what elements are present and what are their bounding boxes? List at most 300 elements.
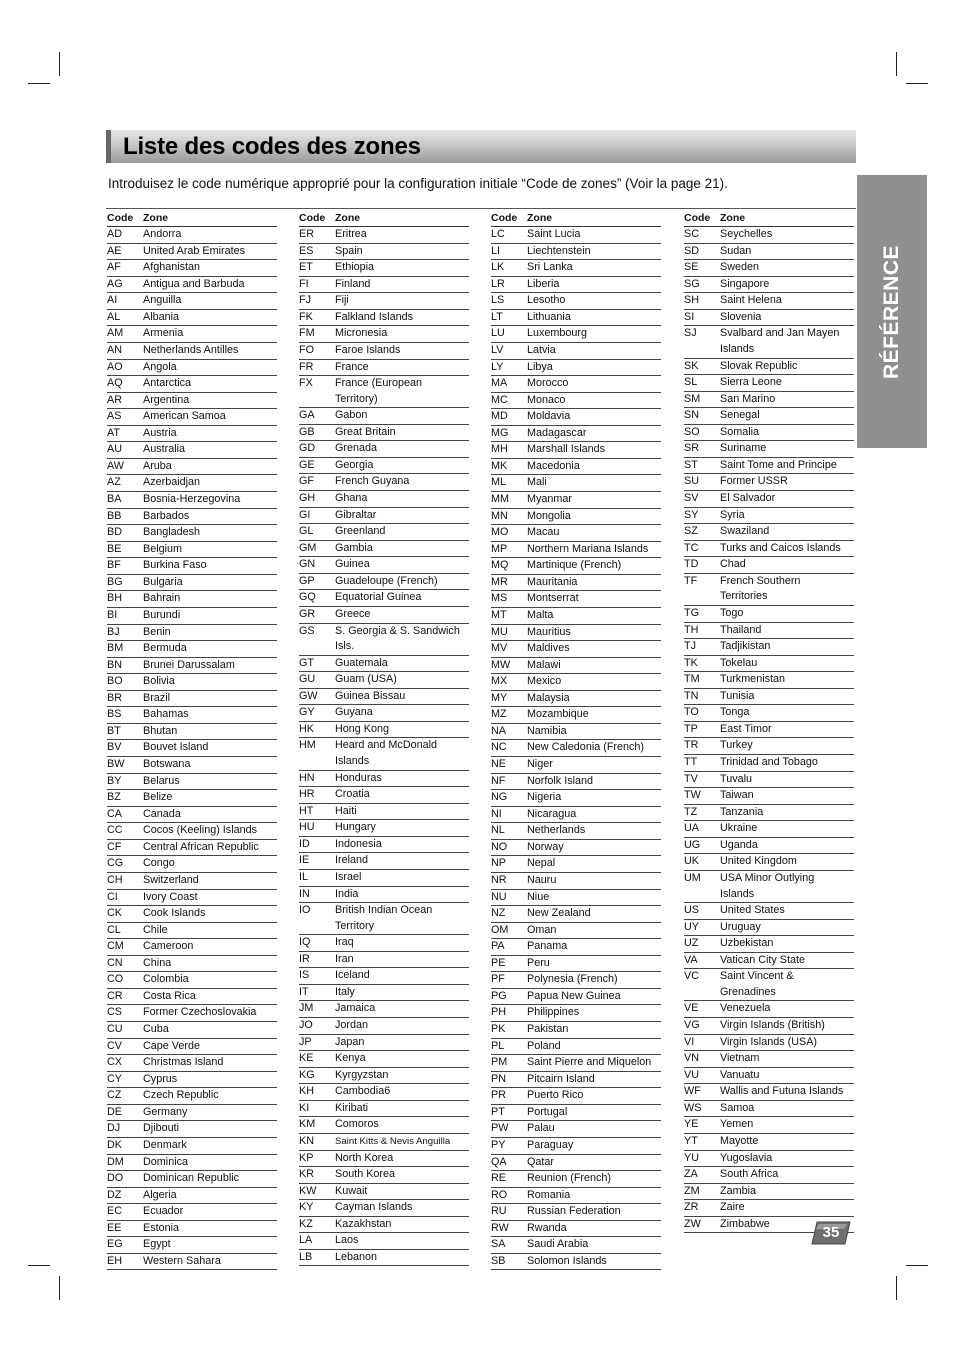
table-row — [491, 774, 661, 791]
table-row — [491, 260, 661, 277]
zone-name: Rwanda — [527, 1221, 567, 1234]
zone-code: GF — [299, 475, 314, 488]
table-row — [491, 608, 661, 625]
table-row — [299, 903, 469, 935]
zone-code: ST — [684, 458, 698, 471]
zone-code: GT — [299, 656, 314, 669]
zone-code: IE — [299, 854, 310, 867]
zone-name: Denmark — [143, 1138, 187, 1151]
table-row — [684, 738, 854, 755]
zone-code: LC — [491, 228, 505, 240]
zone-code: FM — [299, 327, 315, 340]
table-row — [107, 509, 277, 526]
zone-code: NA — [491, 724, 506, 737]
zone-name: Christmas Island — [143, 1056, 224, 1069]
zone-code: SZ — [684, 525, 698, 538]
zone-name: Burkina Faso — [143, 559, 207, 572]
table-row — [491, 310, 661, 327]
zone-code: KP — [299, 1151, 314, 1164]
zone-code: LB — [299, 1250, 313, 1263]
zone-code: GQ — [299, 591, 316, 604]
zone-code: AR — [107, 393, 122, 406]
zone-code: PN — [491, 1072, 506, 1085]
zone-name: Paraguay — [527, 1138, 574, 1151]
zone-name: Burundi — [143, 608, 181, 621]
zone-code: CF — [107, 840, 122, 853]
table-row — [684, 1101, 854, 1118]
table-row — [491, 890, 661, 907]
zone-code: IQ — [299, 936, 311, 949]
zone-name: French Southern Territories — [720, 574, 801, 603]
zone-name: Latvia — [527, 343, 556, 356]
table-row — [107, 856, 277, 873]
zone-name: Northern Mariana Islands — [527, 542, 649, 555]
table-row — [299, 1001, 469, 1018]
zone-name: Former Czechoslovakia — [143, 1006, 257, 1019]
zone-name: French Guyana — [335, 475, 410, 488]
table-row — [107, 1171, 277, 1188]
table-row — [107, 393, 277, 410]
zone-name: Virgin Islands (USA) — [720, 1035, 818, 1048]
zone-name: Kyrgyzstan — [335, 1068, 389, 1081]
zone-name: Guinea Bissau — [335, 689, 406, 702]
zone-name: Iran — [335, 952, 354, 965]
zone-name: Myanmar — [527, 493, 572, 505]
zone-name: Finland — [335, 277, 371, 290]
zone-code: SE — [684, 261, 699, 274]
table-row — [684, 1151, 854, 1168]
zone-code: WF — [684, 1085, 701, 1098]
zone-code: PY — [491, 1138, 506, 1151]
table-row — [299, 624, 469, 656]
table-row — [684, 1200, 854, 1217]
table-row — [107, 1221, 277, 1238]
zone-name: East Timor — [720, 722, 772, 735]
zone-name: Cocos (Keeling) Islands — [143, 824, 258, 837]
zone-header: Zone — [143, 212, 169, 224]
zone-code: JP — [299, 1035, 312, 1048]
zone-code: CU — [107, 1023, 123, 1035]
table-row — [299, 887, 469, 904]
zone-name: Philippines — [527, 1006, 580, 1019]
zone-name: Montserrat — [527, 592, 579, 605]
zone-code: GM — [299, 541, 317, 554]
zone-name: Ethiopia — [335, 261, 375, 274]
zone-name: Singapore — [720, 277, 770, 290]
page-title: Liste des codes des zones — [123, 133, 421, 160]
zone-code: AQ — [107, 377, 123, 390]
zone-code: TJ — [684, 640, 696, 653]
table-row — [107, 525, 277, 542]
crop-mark — [906, 83, 928, 84]
zone-name: Antarctica — [143, 377, 192, 390]
table-row — [107, 326, 277, 343]
zone-name: Trinidad and Tobago — [720, 756, 818, 768]
table-row — [107, 939, 277, 956]
zone-code: PK — [491, 1023, 506, 1035]
table-row — [491, 956, 661, 973]
table-row — [491, 1254, 661, 1271]
table-row — [107, 608, 277, 625]
zone-name: Qatar — [527, 1155, 555, 1168]
zone-name: United Arab Emirates — [143, 244, 246, 257]
table-row — [491, 674, 661, 691]
table-row — [491, 1155, 661, 1172]
table-row — [491, 343, 661, 360]
zone-code: UA — [684, 822, 699, 835]
zone-name: Guinea — [335, 558, 370, 571]
code-header: Code — [684, 212, 711, 224]
zone-code: SV — [684, 492, 699, 504]
zone-code: TD — [684, 558, 699, 571]
zone-code: ER — [299, 228, 314, 240]
table-row — [491, 591, 661, 608]
zone-name: Belarus — [143, 774, 180, 787]
zone-code: YT — [684, 1134, 698, 1147]
zone-code: TM — [684, 673, 700, 686]
zone-name: France — [335, 360, 369, 373]
zone-code: BD — [107, 526, 122, 539]
title-bar — [106, 130, 856, 163]
zone-name: Gibraltar — [335, 508, 377, 521]
zone-name: Guatemala — [335, 656, 388, 669]
zone-code: LU — [491, 327, 505, 340]
table-row — [491, 509, 661, 526]
zone-code: SN — [684, 409, 699, 422]
zone-code: DK — [107, 1138, 122, 1151]
zone-code: AE — [107, 244, 122, 257]
table-row — [684, 1001, 854, 1018]
table-row — [491, 426, 661, 443]
zone-name: Guadeloupe (French) — [335, 574, 438, 587]
code-column-4 — [684, 211, 854, 1233]
table-row — [684, 541, 854, 558]
table-row — [684, 672, 854, 689]
zone-name: Virgin Islands (British) — [720, 1019, 825, 1031]
table-row — [299, 1134, 469, 1151]
zone-name: Saint Pierre and Miquelon — [527, 1056, 652, 1069]
zone-code: SU — [684, 475, 699, 488]
zone-code: ZW — [684, 1217, 701, 1230]
zone-name: Saint Lucia — [527, 228, 581, 240]
table-row — [684, 408, 854, 425]
zone-code: CX — [107, 1056, 122, 1069]
zone-code: HT — [299, 804, 314, 817]
zone-code: PL — [491, 1039, 505, 1052]
zone-name: Croatia — [335, 788, 370, 801]
table-row — [107, 1254, 277, 1271]
table-row — [107, 360, 277, 377]
table-row — [107, 658, 277, 675]
table-row — [491, 840, 661, 857]
zone-name: Mauritius — [527, 625, 571, 638]
table-row — [684, 936, 854, 953]
table-row — [491, 525, 661, 542]
table-row — [491, 326, 661, 343]
table-row — [684, 920, 854, 937]
zone-name: Macau — [527, 526, 560, 539]
zone-name: Eritrea — [335, 228, 367, 240]
zone-code: TV — [684, 772, 698, 785]
zone-name: Saint Helena — [720, 294, 782, 307]
table-row — [491, 575, 661, 592]
zone-code: IS — [299, 969, 310, 982]
code-header: Code — [491, 212, 518, 224]
table-header — [299, 211, 469, 227]
table-row — [107, 890, 277, 907]
zone-name: Vietnam — [720, 1052, 760, 1065]
table-row — [684, 1184, 854, 1201]
zone-code: EC — [107, 1205, 122, 1218]
zone-name: San Marino — [720, 392, 776, 405]
table-row — [299, 376, 469, 408]
table-row — [491, 1171, 661, 1188]
zone-name: El Salvador — [720, 492, 776, 504]
zone-code: TO — [684, 706, 699, 719]
table-row — [107, 1188, 277, 1205]
table-row — [299, 656, 469, 673]
zone-name: Azerbaidjan — [143, 476, 201, 489]
table-row — [299, 820, 469, 837]
zone-code: DO — [107, 1172, 124, 1185]
table-row — [684, 903, 854, 920]
zone-code: CK — [107, 907, 122, 920]
zone-code: NE — [491, 758, 506, 770]
zone-name: France (European Territory) — [335, 377, 423, 405]
zone-name: Malta — [527, 608, 554, 621]
zone-code: KM — [299, 1118, 316, 1131]
zone-code: PE — [491, 956, 506, 969]
table-row — [299, 590, 469, 607]
zone-name: Cuba — [143, 1023, 169, 1035]
table-row — [684, 458, 854, 475]
zone-code: TR — [684, 739, 699, 752]
zone-code: AN — [107, 343, 122, 356]
zone-name: Sierra Leone — [720, 376, 782, 389]
zone-code: PA — [491, 940, 505, 953]
zone-code: KZ — [299, 1217, 313, 1230]
zone-name: Ivory Coast — [143, 890, 198, 903]
zone-code: KW — [299, 1184, 317, 1197]
zone-name: Botswana — [143, 758, 191, 770]
zone-code: DE — [107, 1105, 122, 1118]
zone-name: Mayotte — [720, 1134, 759, 1147]
table-row — [684, 1068, 854, 1085]
table-row — [299, 1200, 469, 1217]
zone-code: WS — [684, 1101, 702, 1114]
table-row — [684, 722, 854, 739]
zone-code: NI — [491, 807, 502, 820]
zone-name: Papua New Guinea — [527, 989, 621, 1002]
zone-name: Kenya — [335, 1052, 366, 1065]
table-top-rule — [106, 208, 856, 209]
zone-name: Turkmenistan — [720, 673, 786, 686]
zone-code: TW — [684, 789, 701, 802]
zone-name: Puerto Rico — [527, 1089, 584, 1102]
crop-mark — [896, 1276, 897, 1300]
zone-name: Spain — [335, 244, 363, 257]
zone-code: CV — [107, 1039, 122, 1052]
table-row — [684, 425, 854, 442]
zone-code: AZ — [107, 476, 121, 489]
table-row — [107, 873, 277, 890]
zone-name: Saint Tome and Principe — [720, 458, 837, 471]
table-row — [491, 939, 661, 956]
zone-code: NO — [491, 840, 508, 853]
zone-name: Mozambique — [527, 708, 589, 721]
table-row — [107, 409, 277, 426]
table-row — [299, 689, 469, 706]
zone-name: Venezuela — [720, 1002, 771, 1015]
table-row — [299, 1250, 469, 1267]
zone-code: GA — [299, 409, 315, 422]
zone-name: Bosnia-Herzegovina — [143, 493, 241, 505]
zone-code: HN — [299, 771, 315, 784]
zone-name: Bangladesh — [143, 526, 201, 539]
table-row — [299, 738, 469, 770]
zone-code: LR — [491, 277, 505, 290]
zone-code: GU — [299, 673, 316, 686]
zone-code: LI — [491, 244, 501, 257]
table-header — [107, 211, 277, 227]
table-row — [491, 740, 661, 757]
zone-name: Algeria — [143, 1188, 177, 1201]
zone-name: Aruba — [143, 459, 172, 472]
zone-code: HM — [299, 739, 316, 752]
zone-code: VA — [684, 953, 698, 966]
zone-name: Svalbard and Jan Mayen Islands — [720, 327, 840, 355]
zone-name: Italy — [335, 985, 355, 998]
table-row — [491, 409, 661, 426]
zone-code: CN — [107, 956, 123, 969]
zone-code: GI — [299, 508, 311, 521]
zone-name: Sudan — [720, 244, 752, 257]
table-row — [299, 474, 469, 491]
zone-code: SH — [684, 294, 699, 307]
zone-code: AI — [107, 294, 118, 307]
zone-code: SO — [684, 425, 700, 438]
zone-name: Jordan — [335, 1019, 369, 1031]
zone-name: Samoa — [720, 1101, 755, 1114]
zone-code: CH — [107, 873, 123, 886]
zone-name: Mexico — [527, 675, 562, 688]
table-row — [491, 1005, 661, 1022]
zone-code: IR — [299, 952, 310, 965]
table-row — [491, 691, 661, 708]
zone-code: PR — [491, 1089, 506, 1102]
zone-name: Peru — [527, 956, 550, 969]
table-row — [107, 1155, 277, 1172]
code-column-1 — [107, 211, 277, 1270]
zone-code: SJ — [684, 327, 697, 340]
zone-code: FO — [299, 343, 314, 356]
zone-name: Cook Islands — [143, 907, 206, 920]
table-row — [107, 459, 277, 476]
zone-name: Belize — [143, 791, 173, 804]
table-row — [491, 856, 661, 873]
zone-code: KN — [299, 1134, 314, 1147]
zone-name: USA Minor Outlying Islands — [720, 871, 815, 900]
zone-name: North Korea — [335, 1151, 394, 1164]
zone-name: Nauru — [527, 873, 557, 886]
table-row — [299, 1184, 469, 1201]
zone-name: American Samoa — [143, 410, 226, 423]
zone-name: British Indian Ocean Territory — [335, 904, 433, 932]
table-row — [299, 1101, 469, 1118]
zone-name: Laos — [335, 1234, 359, 1247]
table-row — [684, 1018, 854, 1035]
zone-name: Greece — [335, 607, 371, 620]
zone-code: EH — [107, 1254, 122, 1267]
zone-name: Uruguay — [720, 920, 761, 933]
table-row — [684, 1167, 854, 1184]
table-row — [491, 293, 661, 310]
zone-code: NU — [491, 890, 507, 903]
zone-code: BA — [107, 493, 122, 505]
zone-name: Uzbekistan — [720, 937, 774, 950]
table-row — [107, 674, 277, 691]
zone-code: VU — [684, 1068, 699, 1081]
zone-code: VC — [684, 970, 699, 983]
zone-code: ML — [491, 476, 506, 489]
zone-name: Heard and McDonald Islands — [335, 739, 438, 767]
zone-code: VI — [684, 1035, 695, 1048]
table-row — [299, 1233, 469, 1250]
zone-name: Great Britain — [335, 425, 396, 438]
crop-mark — [59, 52, 60, 76]
zone-name: Netherlands — [527, 824, 586, 837]
zone-code: CA — [107, 807, 122, 820]
zone-code: KR — [299, 1168, 314, 1181]
page-number: 35 — [822, 1224, 840, 1241]
zone-code: CS — [107, 1006, 122, 1019]
table-row — [299, 524, 469, 541]
table-row — [107, 558, 277, 575]
zone-code: GW — [299, 689, 318, 702]
zone-name: Jamaica — [335, 1002, 376, 1015]
table-row — [684, 821, 854, 838]
zone-code: PT — [491, 1105, 505, 1118]
zone-code: LT — [491, 310, 503, 323]
table-row — [107, 1055, 277, 1072]
zone-code: YU — [684, 1151, 699, 1164]
zone-name: Nepal — [527, 857, 556, 870]
zone-name: Indonesia — [335, 837, 382, 850]
zone-name: Fiji — [335, 294, 349, 307]
table-row — [684, 1051, 854, 1068]
table-row — [491, 873, 661, 890]
zone-name: Slovenia — [720, 310, 762, 323]
table-row — [299, 1068, 469, 1085]
zone-code: SK — [684, 359, 699, 372]
table-row — [299, 244, 469, 261]
table-row — [684, 606, 854, 623]
zone-name: Oman — [527, 923, 557, 936]
table-row — [491, 823, 661, 840]
zone-code: BE — [107, 542, 122, 555]
table-row — [491, 1204, 661, 1221]
zone-name: Suriname — [720, 442, 767, 455]
zone-name: Slovak Republic — [720, 359, 798, 372]
zone-name: Tunisia — [720, 689, 755, 702]
zone-code: KY — [299, 1201, 314, 1214]
table-row — [107, 293, 277, 310]
table-row — [684, 871, 854, 903]
table-row — [491, 757, 661, 774]
zone-name: Luxembourg — [527, 327, 588, 340]
zone-code: MT — [491, 608, 507, 621]
table-row — [299, 1151, 469, 1168]
